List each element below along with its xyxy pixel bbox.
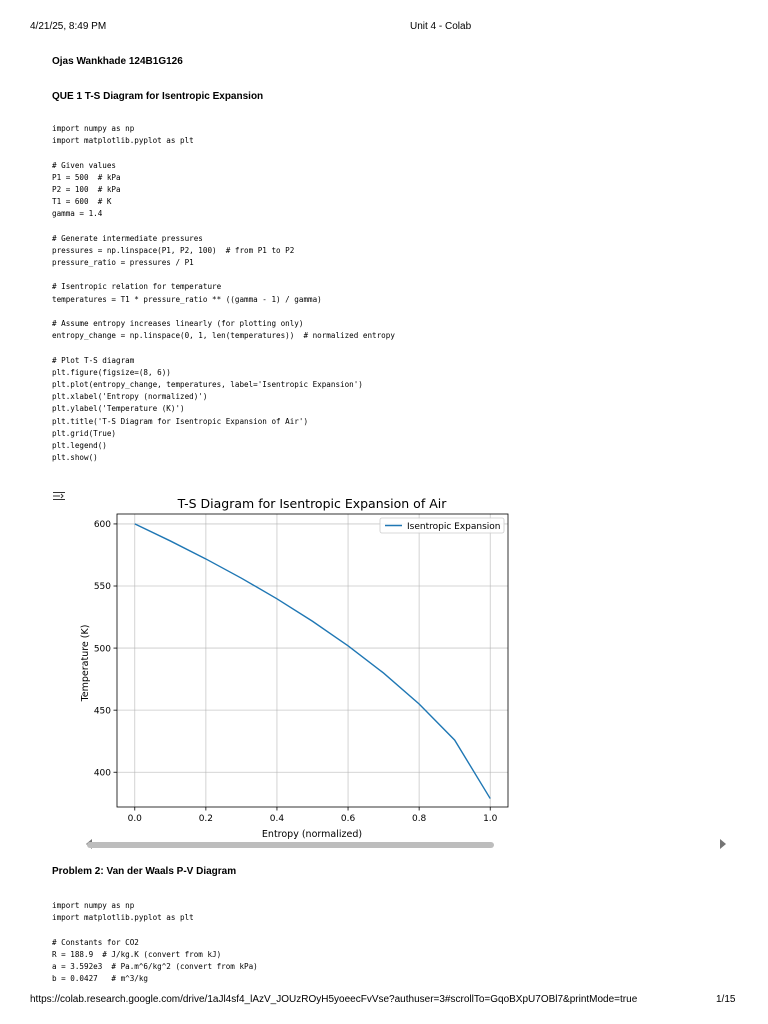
code-line: entropy_change = np.linspace(0, 1, len(temperatures)) # normalized entropy xyxy=(52,331,395,341)
y-tick-label: 400 xyxy=(93,768,111,779)
x-tick-label: 0.6 xyxy=(340,814,356,824)
print-url: https://colab.research.google.com/drive/1aJl4sf4_lAzV_JOUzROyH5yoeecFvVse?authuser=3#scrollTo=GqoBXpU7OBl7&printMode=true xyxy=(30,994,638,1005)
code-line: # Isentropic relation for temperature xyxy=(52,282,222,292)
x-tick-label: 0.2 xyxy=(198,814,214,824)
x-axis-label: Entropy (normalized) xyxy=(261,829,363,840)
code-line: plt.xlabel('Entropy (normalized)') xyxy=(52,392,208,402)
code-line: plt.ylabel('Temperature (K)') xyxy=(52,404,185,414)
code-line: import numpy as np xyxy=(52,901,135,910)
code-line: plt.legend() xyxy=(52,440,107,450)
code-line: R = 188.9 # J/kg.K (convert from kJ) xyxy=(52,949,222,959)
series-line-isentropic-expansion xyxy=(135,524,490,799)
code-line: import matplotlib.pyplot as plt xyxy=(52,913,194,923)
print-datetime: 4/21/25, 8:49 PM xyxy=(30,21,107,32)
code-line: # Generate intermediate pressures xyxy=(52,233,203,243)
code-line: # Assume entropy increases linearly (for plotting only) xyxy=(52,319,304,328)
y-tick-label: 550 xyxy=(93,582,111,593)
y-tick-label: 450 xyxy=(93,706,111,717)
x-tick-label: 1.0 xyxy=(483,814,498,824)
plot-frame xyxy=(117,514,508,807)
code-line: temperatures = T1 * pressure_ratio ** ((gamma - 1) / gamma) xyxy=(52,294,322,304)
code-line: T1 = 600 # K xyxy=(52,197,112,207)
code-cell-q2[interactable] xyxy=(52,900,258,985)
y-axis-label: Temperature (K) xyxy=(80,624,91,702)
legend-label: Isentropic Expansion xyxy=(407,521,501,532)
x-tick-label: 0.0 xyxy=(127,814,142,824)
q1-heading: QUE 1 T-S Diagram for Isentropic Expansion xyxy=(52,91,264,102)
scroll-right-arrow-icon[interactable] xyxy=(720,839,726,849)
code-line: pressure_ratio = pressures / P1 xyxy=(52,258,194,268)
code-line xyxy=(52,924,258,936)
author-line: Ojas Wankhade 124B1G126 xyxy=(52,56,183,67)
x-tick-label: 0.4 xyxy=(269,814,285,824)
code-line: # Given values xyxy=(52,160,117,170)
code-line: plt.title('T-S Diagram for Isentropic Expansion of Air') xyxy=(52,416,309,426)
code-line: import matplotlib.pyplot as plt xyxy=(52,136,194,146)
horizontal-scrollbar-thumb[interactable] xyxy=(87,842,494,848)
y-tick-label: 500 xyxy=(93,644,111,655)
code-line: P2 = 100 # kPa xyxy=(52,184,121,194)
code-line: a = 3.592e3 # Pa.m^6/kg^2 (convert from kPa) xyxy=(52,961,258,971)
code-line: P1 = 500 # kPa xyxy=(52,172,121,182)
print-page-number: 1/15 xyxy=(716,994,736,1005)
code-line: b = 0.0427 # m^3/kg xyxy=(52,974,149,984)
code-line: gamma = 1.4 xyxy=(52,209,103,219)
code-line: plt.grid(True) xyxy=(52,428,117,438)
code-line: import numpy as np xyxy=(52,124,135,133)
code-line: plt.plot(entropy_change, temperatures, label='Isentropic Expansion') xyxy=(52,379,363,389)
code-line: # Plot T-S diagram xyxy=(52,355,135,365)
x-tick-label: 0.8 xyxy=(411,814,427,824)
print-page-title: Unit 4 - Colab xyxy=(410,21,472,32)
code-line: pressures = np.linspace(P1, P2, 100) # from P1 to P2 xyxy=(52,245,295,255)
code-line: plt.figure(figsize=(8, 6)) xyxy=(52,367,171,377)
code-line: # Constants for CO2 xyxy=(52,937,139,947)
chart-title: T-S Diagram for Isentropic Expansion of Air xyxy=(177,496,447,511)
y-tick-label: 600 xyxy=(93,520,111,531)
q2-heading: Problem 2: Van der Waals P-V Diagram xyxy=(52,866,237,877)
code-line: plt.show() xyxy=(52,453,98,463)
